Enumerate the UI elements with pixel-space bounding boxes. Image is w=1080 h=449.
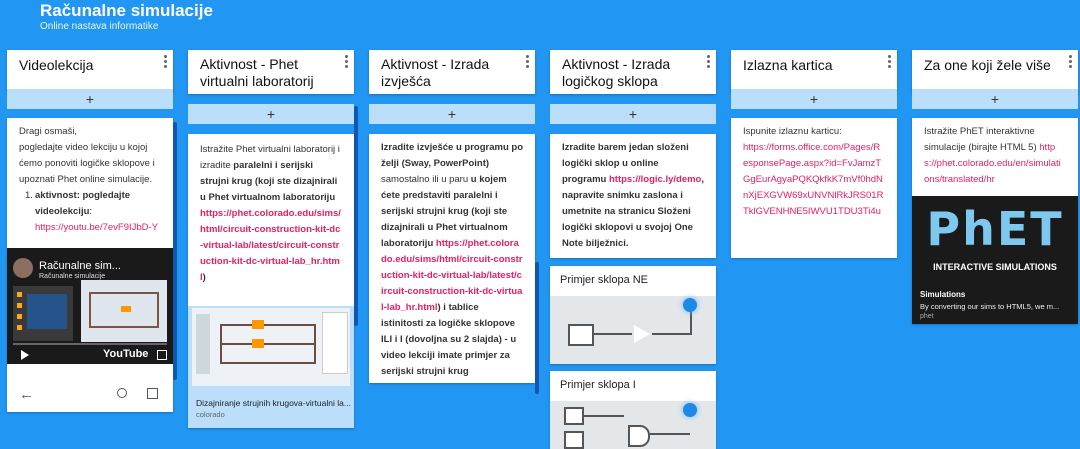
column-videolekcija xyxy=(7,50,173,94)
column-title: Aktivnost - Izrada logičkog sklopa xyxy=(562,56,671,89)
phet-lab-link[interactable]: https://phet.colorado.edu/sims/html/circuit-construction-kit-dc-virtual-lab/latest/circuit-construction-kit-dc-virtual-lab_hr.html xyxy=(381,238,523,313)
video-title: Računalne sim... xyxy=(39,260,121,272)
post-title: Primjer sklopa NE xyxy=(560,274,649,286)
video-avatar xyxy=(13,258,33,278)
column-title: Aktivnost - Phet virtualni laboratorij xyxy=(200,56,314,89)
post-card-logicki-sklop[interactable] xyxy=(550,134,716,258)
preview-source: colorado xyxy=(196,410,225,419)
preview-image xyxy=(192,308,350,386)
preview-source: phet xyxy=(920,313,934,320)
post-card-sklop-i[interactable] xyxy=(550,371,716,449)
column-header xyxy=(550,50,716,94)
play-icon[interactable] xyxy=(21,350,29,360)
link-preview[interactable] xyxy=(188,306,354,428)
kebab-menu-icon[interactable] xyxy=(523,55,531,70)
column-za-one-koji-zele-vise xyxy=(912,50,1078,94)
column-header xyxy=(369,50,535,94)
column-title: Izlazna kartica xyxy=(743,57,833,73)
column-header xyxy=(7,50,173,94)
post-card-phet[interactable] xyxy=(912,118,1078,324)
preview-title: Simulations xyxy=(920,290,966,299)
zoom-icon[interactable] xyxy=(117,388,127,398)
add-post-button[interactable]: + xyxy=(7,89,173,109)
circuit-image xyxy=(550,401,716,449)
bulb-icon xyxy=(683,298,697,312)
column-izrada-izvjesca xyxy=(369,50,535,94)
open-external-icon[interactable] xyxy=(147,388,158,399)
scrollbar[interactable] xyxy=(173,122,177,380)
scrollbar[interactable] xyxy=(354,106,358,326)
forms-link[interactable]: https://forms.office.com/Pages/ResponsePage.aspx?id=FvJamzTGgEurAgyaPQKQkfkK7mVf0hdNnXjEXGVW69xUNVNlRkJRS01RTklGVENHNE5IWVU1TDU3Ti4u xyxy=(743,142,884,217)
board-header xyxy=(40,1,213,33)
video-subtitle: Računalne simulacije xyxy=(39,273,106,280)
phet-lab-link[interactable]: https://phet.colorado.edu/sims/html/circuit-construction-kit-dc-virtual-lab/latest/circuit-construction-kit-dc-virtual-lab_hr.html xyxy=(200,208,341,283)
preview-desc: By converting our sims to HTML5, we m... xyxy=(920,302,1060,311)
video-slide-right xyxy=(81,280,167,342)
add-post-button[interactable]: + xyxy=(731,89,897,109)
column-header xyxy=(731,50,897,94)
kebab-menu-icon[interactable] xyxy=(704,55,712,70)
bulb-icon xyxy=(683,403,697,417)
board-subtitle: Online nastava informatike xyxy=(40,21,159,32)
post-text: Izradite izvješće u programu po želji (Sway, PowerPoint) samostalno ili u paru u kojem ćete predstaviti paralelni i serijski strujni krug (koji ste dizajnirali u Phet virtualnom laboratoriju https://phet.colorado.edu/sims/html/circuit-construction-kit-dc-virtual-lab/latest/circuit-construction-kit-dc-virtual-lab_hr.html) i tablice istinitosti za logičke sklopove ILI i I (dovoljna su 2 slajda) - u video lekciji imate primjer za serijski strujni krug xyxy=(381,142,524,377)
circuit-image xyxy=(550,296,716,364)
preview-title: Dizajniranje strujnih krugova-virtualni la... xyxy=(196,398,351,408)
post-card-phet-lab[interactable] xyxy=(188,134,354,428)
kebab-menu-icon[interactable] xyxy=(161,55,169,70)
back-arrow-icon[interactable]: ← xyxy=(19,386,34,403)
logicly-link[interactable]: https://logic.ly/demo xyxy=(608,174,702,185)
link-preview[interactable] xyxy=(912,196,1078,324)
column-izlazna-kartica xyxy=(731,50,897,94)
post-text: Istražite PhET interaktivne simulacije (birajte HTML 5) https://phet.colorado.edu/en/simulations/translated/hr xyxy=(924,126,1061,185)
post-card-izvjesce[interactable] xyxy=(369,134,535,383)
kebab-menu-icon[interactable] xyxy=(342,55,350,70)
fullscreen-icon[interactable] xyxy=(157,350,167,360)
post-text: Dragi osmaši, pogledajte video lekciju u kojoj ćemo ponoviti logičke sklopove i upoznati Phet online simulacije. xyxy=(19,126,155,185)
add-post-button[interactable]: + xyxy=(369,104,535,124)
phet-link[interactable]: https://phet.colorado.edu/en/simulations/translated/hr xyxy=(924,142,1061,185)
kebab-menu-icon[interactable] xyxy=(1066,55,1074,70)
kebab-menu-icon[interactable] xyxy=(885,55,893,70)
post-text: Ispunite izlaznu karticu: https://forms.office.com/Pages/ResponsePage.aspx?id=FvJamzTGgEurAgyaPQKQkfkK7mVf0hdNnXjEXGVW69xUNVNlRkJRS01RTklGVENHNE5IWVU1TDU3Ti4u xyxy=(731,118,897,220)
youtube-logo[interactable]: YouTube xyxy=(103,348,149,360)
column-title: Za one koji žele više xyxy=(924,57,1051,73)
post-text: Izradite barem jedan složeni logički sklop u online programu https://logic.ly/demo, napravite snimku zaslona i umetnite na stranicu Složeni logički sklopovi u svojoj One Note bilježnici. xyxy=(562,142,704,249)
scrollbar[interactable] xyxy=(535,262,539,394)
phet-tagline: INTERACTIVE SIMULATIONS xyxy=(933,262,1057,272)
column-header xyxy=(912,50,1078,94)
post-title: Primjer sklopa I xyxy=(560,379,636,391)
board-title: Računalne simulacije xyxy=(40,1,213,20)
post-card-videolekcija[interactable] xyxy=(7,118,173,412)
column-title: Aktivnost - Izrada izvješća xyxy=(381,56,490,89)
video-slide-left xyxy=(13,286,73,341)
list-item: 1. aktivnost: pogledajte videolekciju: https://youtu.be/7evF9IJbD-Y xyxy=(25,190,159,233)
add-post-button[interactable]: + xyxy=(912,89,1078,109)
column-logicki-sklop xyxy=(550,50,716,94)
video-progress-bar[interactable] xyxy=(13,343,167,345)
add-post-button[interactable]: + xyxy=(550,104,716,124)
post-card-izlazna[interactable] xyxy=(731,118,897,258)
video-embed[interactable] xyxy=(7,248,173,364)
add-post-button[interactable]: + xyxy=(188,104,354,124)
column-title: Videolekcija xyxy=(19,57,94,73)
phet-logo: PhET xyxy=(926,202,1064,256)
video-link[interactable]: https://youtu.be/7evF9IJbD-Y xyxy=(35,222,159,233)
column-header xyxy=(188,50,354,94)
post-text: Istražite Phet virtualni laboratorij i izradite paralelni i serijski strujni krug (koji ste dizajnirali u Phet virtualnom laboratoriju https://phet.colorado.edu/sims/html/circuit-construction-kit-dc-virtual-lab/latest/circuit-construction-kit-dc-virtual-lab_hr.html) xyxy=(200,144,341,283)
column-phet-lab xyxy=(188,50,354,94)
post-card-sklop-ne[interactable] xyxy=(550,266,716,364)
